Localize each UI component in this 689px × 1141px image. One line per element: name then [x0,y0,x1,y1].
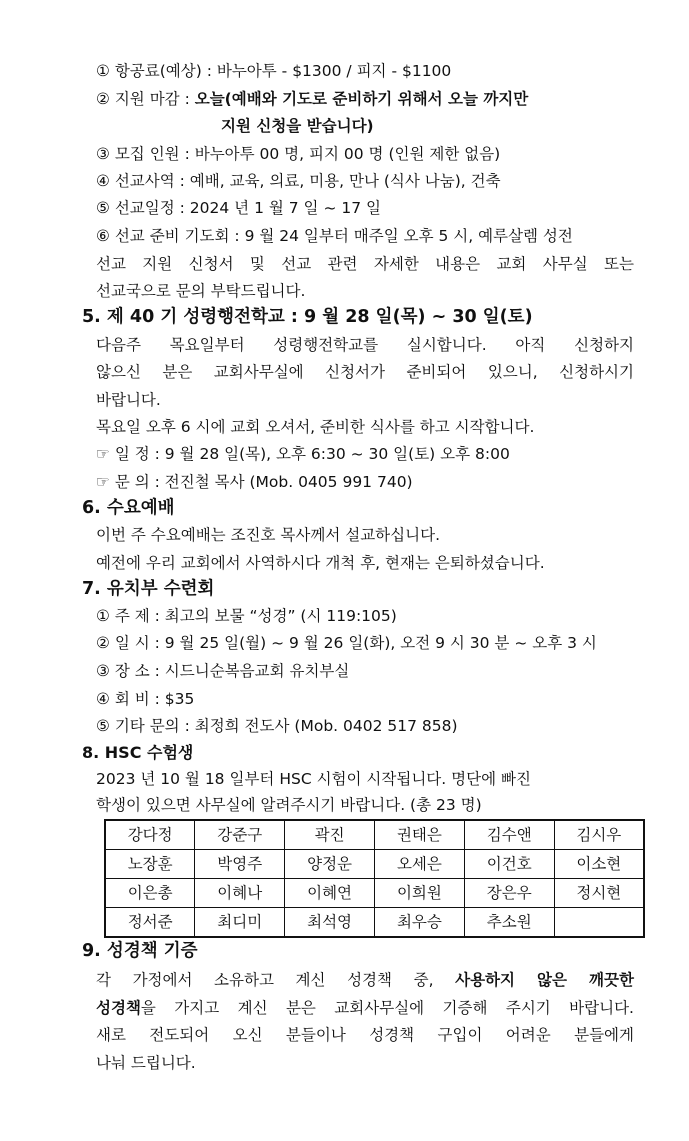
section-9-body-1-bold: 사용하지 않은 깨끗한 [455,971,634,989]
student-name-cell: 이건호 [464,850,554,879]
student-name-cell-empty [554,908,644,938]
student-name-cell: 강다정 [105,820,195,850]
section-9-body-2-text: 을 가지고 계신 분은 교회사무실에 기증해 주시기 바랍니다. [140,999,634,1017]
section-9-body-1-text: 각 가정에서 소유하고 계신 성경책 중, [96,971,456,989]
mission-ministry: ④ 선교사역 : 예배, 교육, 의료, 미용, 만나 (식사 나눔), 건축 [96,172,501,190]
student-name-cell: 최석영 [285,908,375,938]
section-5-body-1: 다음주 목요일부터 성령행전학교를 실시합니다. 아직 신청하지 [96,336,634,354]
table-row [105,820,644,850]
student-name-cell: 정시현 [554,879,644,908]
student-name-cell: 정서준 [105,908,195,938]
mission-deadline-note-2: 지원 신청을 받습니다) [221,117,374,135]
student-name-cell: 양정운 [285,850,375,879]
section-5-body-4: 목요일 오후 6 시에 교회 오셔서, 준비한 식사를 하고 시작합니다. [96,418,535,436]
table-row [105,850,644,879]
student-name-cell: 강준구 [195,820,285,850]
mission-deadline-note-1: 오늘(예배와 기도로 준비하기 위해서 오늘 까지만 [194,90,529,108]
section-6-heading: 6. 수요예배 [82,498,175,518]
section-5-schedule: ☞ 일 정 : 9 월 28 일(목), 오후 6:30 ~ 30 일(토) 오후 8:00 [96,445,510,463]
student-name-cell: 김시우 [554,820,644,850]
student-name-cell: 이혜연 [285,879,375,908]
section-7-fee: ④ 회 비 : $35 [96,690,195,708]
student-name-cell: 최디미 [195,908,285,938]
student-name-cell: 박영주 [195,850,285,879]
section-9-body-1 [96,969,634,991]
student-name-cell: 노장훈 [105,850,195,879]
student-name-cell: 곽진 [285,820,375,850]
student-name-cell: 추소원 [464,908,554,938]
section-5-body-2: 않으신 분은 교회사무실에 신청서가 준비되어 있으니, 신청하시기 [96,363,634,381]
mission-note-2: 선교국으로 문의 부탁드립니다. [96,282,306,300]
mission-recruits: ③ 모집 인원 : 바누아투 00 명, 피지 00 명 (인원 제한 없음) [96,145,501,163]
student-name-cell: 이소현 [554,850,644,879]
section-7-heading: 7. 유치부 수련회 [82,579,215,599]
student-name-cell: 최우승 [374,908,464,938]
student-name-cell: 이혜나 [195,879,285,908]
student-roster-table [104,819,645,938]
mission-prayer-meeting: ⑥ 선교 준비 기도회 : 9 월 24 일부터 매주일 오후 5 시, 예루살렘 성전 [96,227,573,245]
section-9-body-2 [96,997,634,1019]
section-6-body-2: 예전에 우리 교회에서 사역하시다 개척 후, 현재는 은퇴하셨습니다. [96,554,545,572]
student-name-cell: 장은우 [464,879,554,908]
section-8-body-2: 학생이 있으면 사무실에 알려주시기 바랍니다. (총 23 명) [96,796,482,814]
section-9-heading: 9. 성경책 기증 [82,941,198,961]
section-7-place: ③ 장 소 : 시드니순복음교회 유치부실 [96,662,350,680]
mission-airfare: ① 항공료(예상) : 바누아투 - $1300 / 피지 - $1100 [96,62,452,80]
section-9-body-3: 새로 전도되어 오신 분들이나 성경책 구입이 어려운 분들에게 [96,1026,634,1044]
mission-schedule: ⑤ 선교일정 : 2024 년 1 월 7 일 ~ 17 일 [96,199,381,217]
table-row [105,908,644,938]
section-7-theme: ① 주 제 : 최고의 보물 “성경” (시 119:105) [96,607,397,625]
section-8-body-1: 2023 년 10 월 18 일부터 HSC 시험이 시작됩니다. 명단에 빠진 [96,770,531,788]
section-5-body-3: 바랍니다. [96,391,161,409]
student-name-cell: 이은총 [105,879,195,908]
mission-note-1: 선교 지원 신청서 및 선교 관련 자세한 내용은 교회 사무실 또는 [96,255,634,273]
mission-deadline-label: ② 지원 마감 : [96,90,195,108]
section-6-body-1: 이번 주 수요예배는 조진호 목사께서 설교하십니다. [96,526,440,544]
section-8-heading: 8. HSC 수험생 [82,743,194,762]
mission-deadline [96,88,528,110]
student-name-cell: 오세은 [374,850,464,879]
student-name-cell: 김수앤 [464,820,554,850]
section-9-body-4: 나눠 드립니다. [96,1054,196,1072]
section-7-dates: ② 일 시 : 9 월 25 일(월) ~ 9 월 26 일(화), 오전 9 시 30 분 ~ 오후 3 시 [96,634,597,652]
table-row [105,879,644,908]
student-name-cell: 권태은 [374,820,464,850]
section-9-body-2-bold: 성경책 [96,999,141,1017]
section-7-contact: ⑤ 기타 문의 : 최정희 전도사 (Mob. 0402 517 858) [96,717,458,735]
section-5-contact: ☞ 문 의 : 전진철 목사 (Mob. 0405 991 740) [96,473,413,491]
section-5-heading: 5. 제 40 기 성령행전학교 : 9 월 28 일(목) ~ 30 일(토) [82,307,533,327]
student-name-cell: 이희원 [374,879,464,908]
